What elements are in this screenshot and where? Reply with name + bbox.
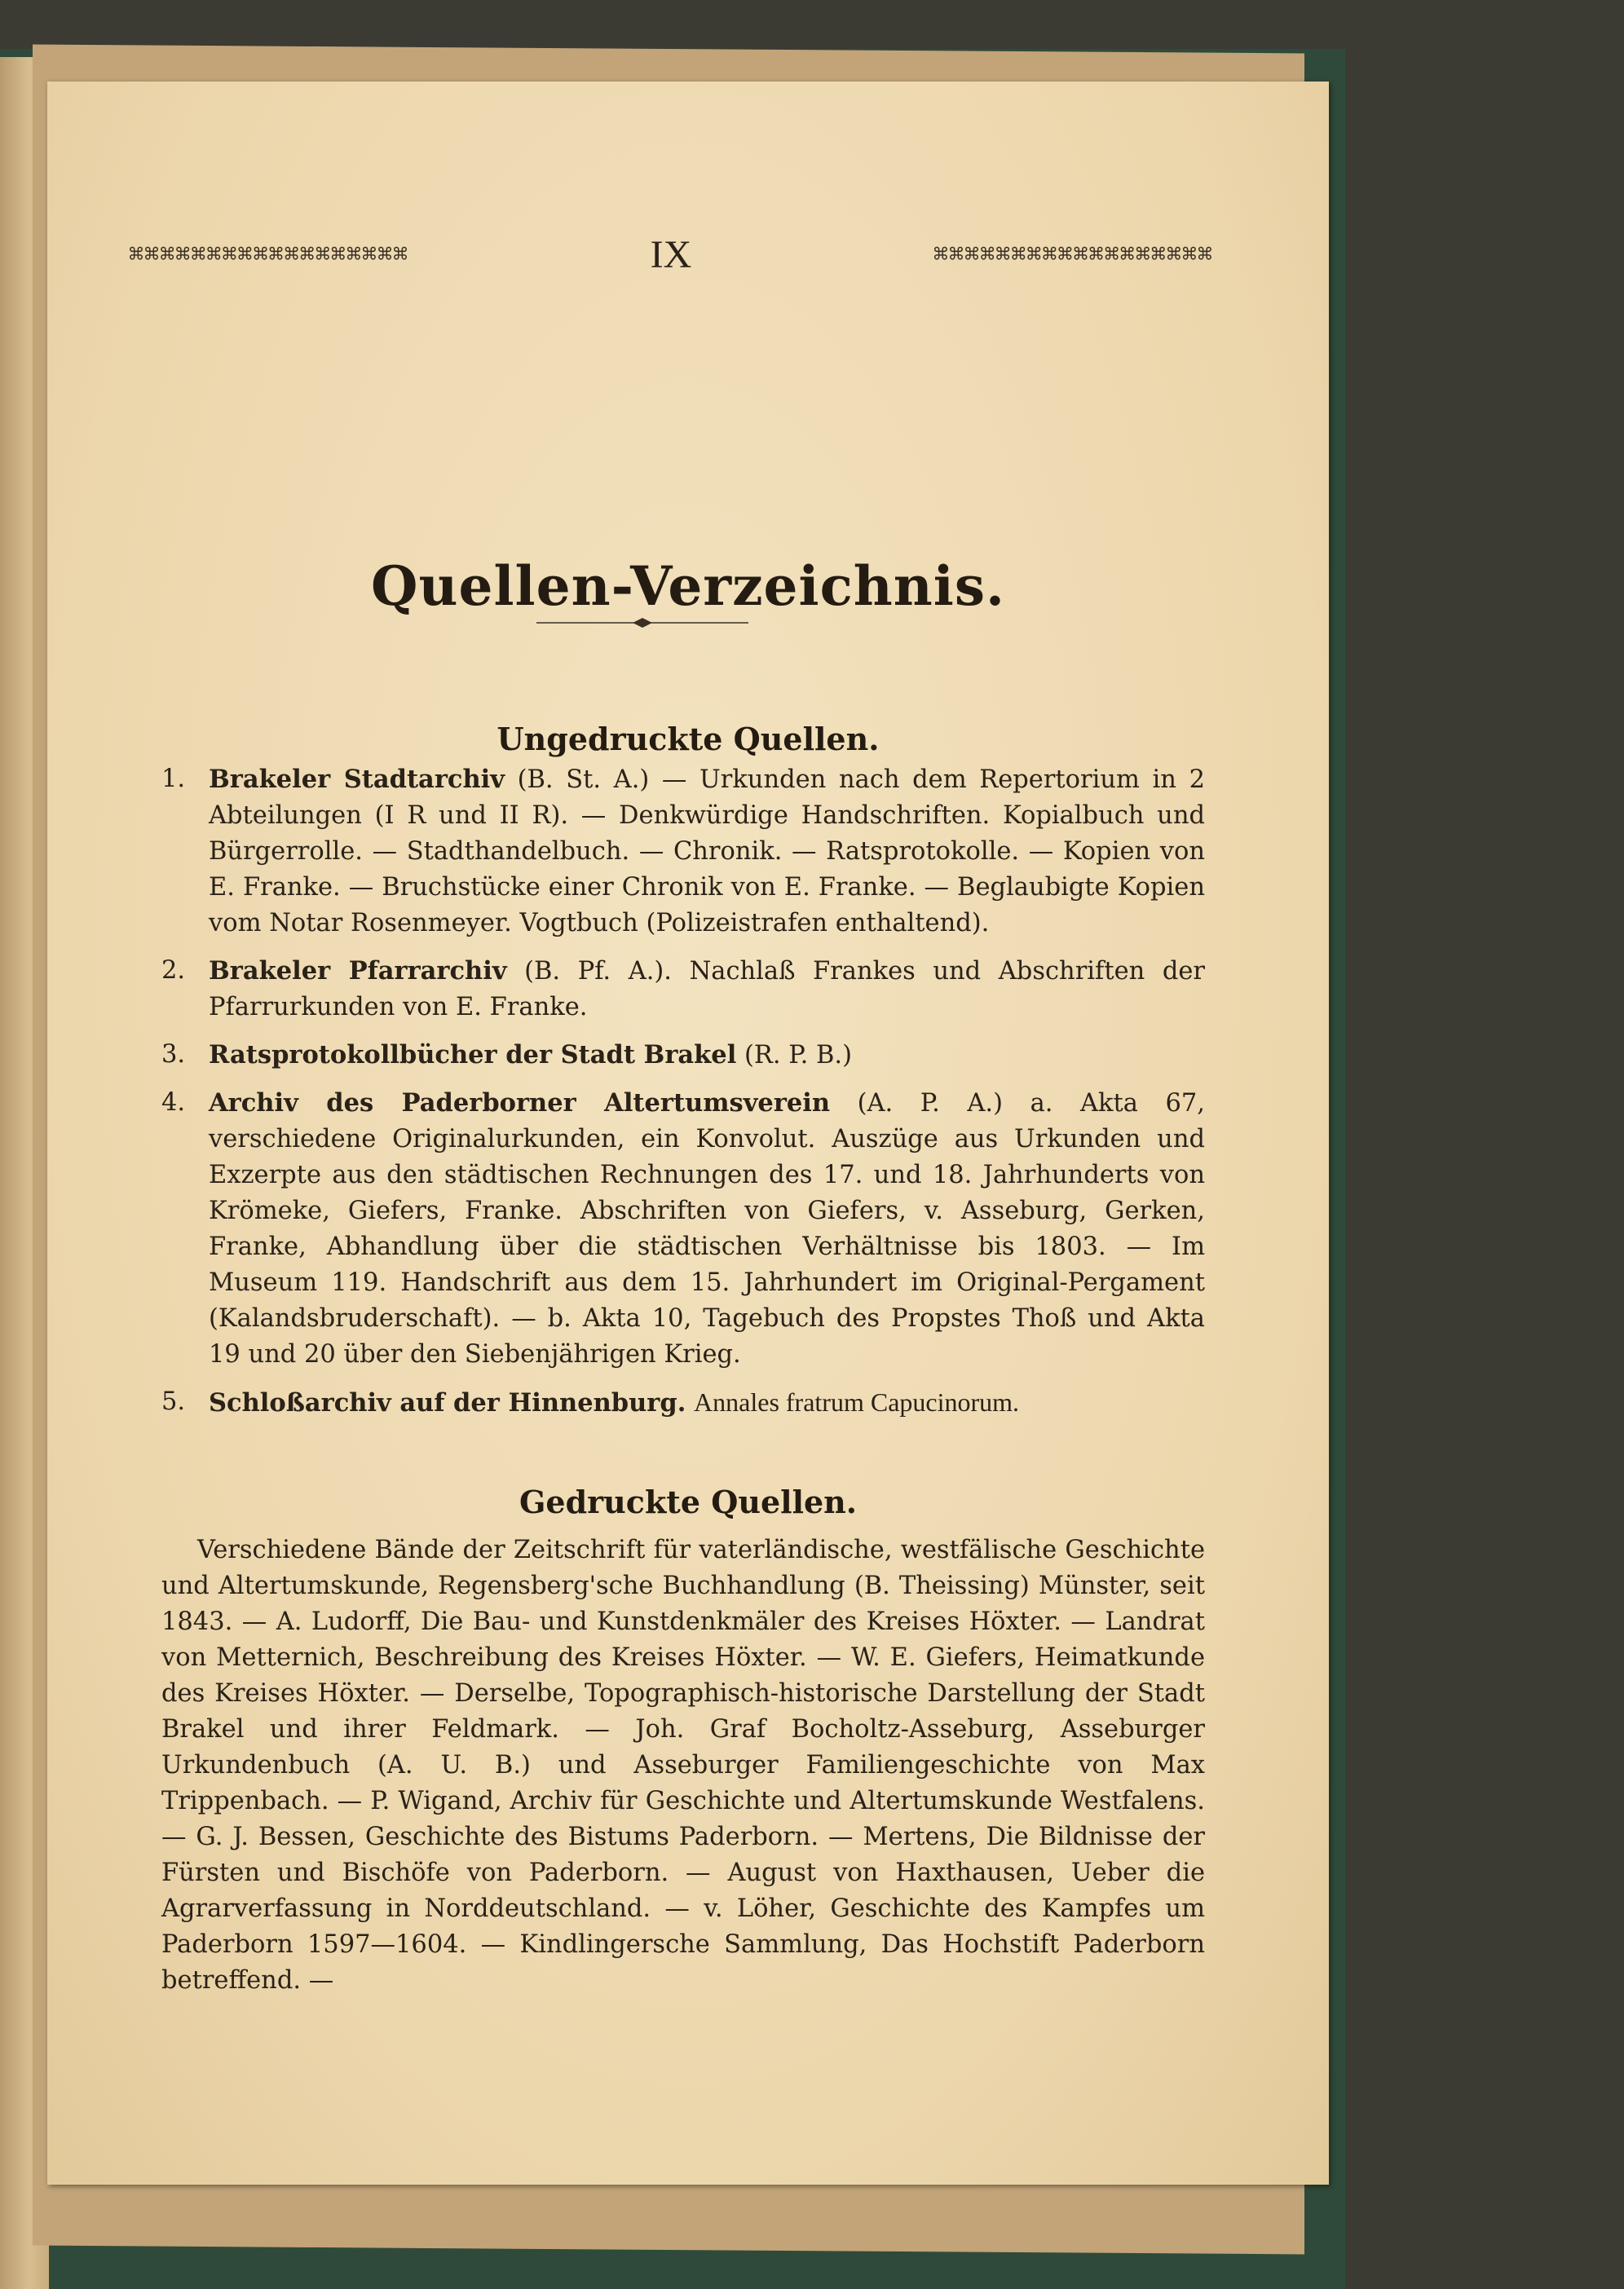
source-item-2: [161, 953, 1205, 1025]
source-item-5: [161, 1384, 1205, 1422]
item-label: Archiv des Paderborner Altertumsverein: [209, 1088, 831, 1118]
item-number: 2.: [161, 956, 186, 985]
item-label: Schloßarchiv auf der Hinnenburg.: [209, 1388, 686, 1418]
item-number: 1.: [161, 765, 186, 793]
printed-sources-paragraph: Verschiedene Bände der Zeitschrift für vaterländische, westfälische Geschichte und Altertumskunde, Regensberg'sche Buchhandlung (B. Theissing) Münster, seit 1843. — A. Ludorff, Die Bau- und Kunstdenkmäler des Kreises Höxter. — Landrat von Metternich, Beschreibung des Kreises Höxter. — W. E. Giefers, Heimatkunde des Kreises Höxter. — Derselbe, Topographisch-historische Darstellung der Stadt Brakel und ihrer Feldmark. — Joh. Graf Bocholtz-Asseburg, Asseburger Urkundenbuch (A. U. B.) und Asseburger Familiengeschichte von Max Trippenbach. — P. Wigand, Archiv für Geschichte und Altertumskunde Westfalens. — G. J. Bessen, Geschichte des Bistums Paderborn. — Mertens, Die Bildnisse der Fürsten und Bischöfe von Paderborn. — August von Haxthausen, Ueber die Agrarverfassung in Norddeutschland. — v. Löher, Geschichte des Kampfes um Paderborn 1597—1604. — Kindlingersche Sammlung, Das Hochstift Paderborn betreffend. —: [161, 1536, 1205, 1995]
item-label: Ratsprotokollbücher der Stadt Brakel: [209, 1040, 737, 1070]
item-number: 4.: [161, 1088, 186, 1117]
unprinted-sources-list: [161, 761, 1205, 1433]
item-description: (B. Pf. A.). Nachlaß Frankes und Abschriften der Pfarrurkunden von E. Franke.: [209, 957, 1205, 1021]
header-ornament-right: ⌘⌘⌘⌘⌘⌘⌘⌘⌘⌘⌘⌘⌘⌘⌘⌘⌘⌘: [933, 240, 1213, 269]
page-number: IX: [650, 232, 692, 276]
book-page: [47, 82, 1329, 2185]
running-header: [129, 230, 1213, 279]
source-item-4: [161, 1085, 1205, 1373]
source-item-1: [161, 761, 1205, 942]
item-description: (R. P. B.): [736, 1041, 852, 1070]
header-ornament-left: ⌘⌘⌘⌘⌘⌘⌘⌘⌘⌘⌘⌘⌘⌘⌘⌘⌘⌘: [129, 240, 409, 269]
page-title: Quellen-Verzeichnis.: [370, 554, 1005, 618]
source-item-3: [161, 1037, 1205, 1074]
item-number: 5.: [161, 1387, 186, 1416]
item-label: Brakeler Stadtarchiv: [209, 765, 505, 794]
title-divider: [536, 615, 748, 630]
item-number: 3.: [161, 1040, 186, 1069]
item-label: Brakeler Pfarrarchiv: [209, 956, 507, 986]
item-latin-title: Annales fratrum Capucinorum.: [694, 1387, 1020, 1417]
item-description: (A. P. A.) a. Akta 67, verschiedene Originalurkunden, ein Konvolut. Auszüge aus Urkunden und Exzerpte aus den städtischen Rechnungen des 17. und 18. Jahrhunderts von Krömeke, Giefers, Franke. Abschriften von Giefers, v. Asseburg, Gerken, Franke, Abhandlung über die städtischen Verhältnisse bis 1803. — Im Museum 119. Handschrift aus dem 15. Jahrhundert im Original-Pergament (Kalandsbruderschaft). — b. Akta 10, Tagebuch des Propstes Thoß und Akta 19 und 20 über den Siebenjährigen Krieg.: [209, 1089, 1206, 1369]
printed-sources-block: [161, 1533, 1205, 1999]
unprinted-sources-heading: Ungedruckte Quellen.: [496, 721, 880, 757]
printed-sources-heading: Gedruckte Quellen.: [519, 1484, 858, 1520]
item-description: (B. St. A.) — Urkunden nach dem Repertorium in 2 Abteilungen (I R und II R). — Denkwürdige Handschriften. Kopialbuch und Bürgerrolle. — Stadthandelbuch. — Chronik. — Ratsprotokolle. — Kopien von E. Franke. — Bruchstücke einer Chronik von E. Franke. — Beglaubigte Kopien vom Notar Rosenmeyer. Vogtbuch (Polizeistrafen enthaltend).: [209, 765, 1205, 937]
